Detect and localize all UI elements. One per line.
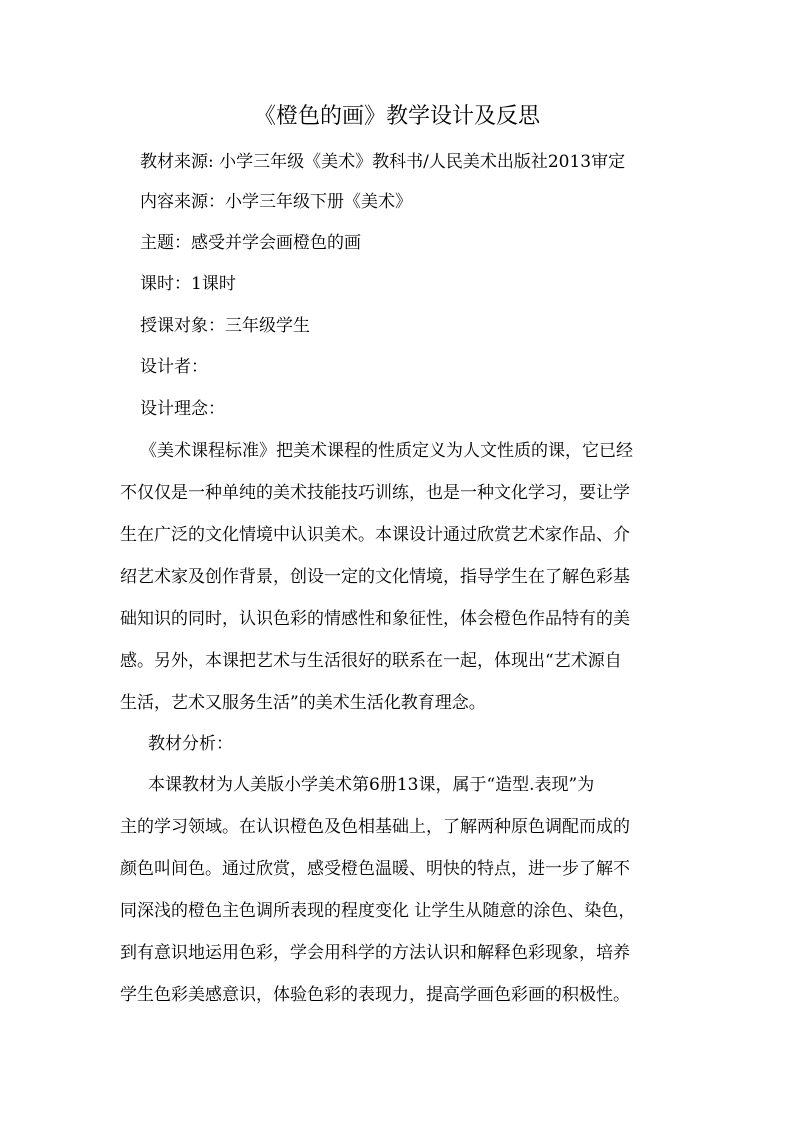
textbook-analysis-line: 本课教材为人美版小学美术第6册13课，属于“造型.表现”为 xyxy=(148,775,595,795)
design-concept-line: 础知识的同时，认识色彩的情感性和象征性，体会橙色作品特有的美 xyxy=(120,609,630,629)
textbook-analysis-line: 同深浅的橙色主色调所表现的程度变化 让学生从随意的涂色、染色， xyxy=(120,901,636,921)
design-concept-line: 感。另外，本课把艺术与生活很好的联系在一起，体现出“艺术源自 xyxy=(120,651,622,671)
textbook-analysis-line: 学生色彩美感意识，体验色彩的表现力，提高学画色彩画的积极性。 xyxy=(120,985,630,1005)
textbook-analysis-line: 颜色叫间色。通过欣赏，感受橙色温暖、明快的特点，进一步了解不 xyxy=(120,859,630,879)
meta-source: 教材来源: 小学三年级《美术》教科书/人民美术出版社2013审定 xyxy=(140,152,626,172)
document-title: 《橙色的画》教学设计及反思 xyxy=(253,104,540,129)
meta-class-hours: 课时：1课时 xyxy=(140,274,236,294)
design-concept-line: 不仅仅是一种单纯的美术技能技巧训练，也是一种文化学习，要让学 xyxy=(120,483,630,503)
meta-designer: 设计者： xyxy=(140,357,208,377)
textbook-analysis-line: 到有意识地运用色彩，学会用科学的方法认识和解释色彩现象，培养 xyxy=(120,943,630,963)
meta-theme: 主题：感受并学会画橙色的画 xyxy=(140,233,361,253)
meta-design-concept-heading: 设计理念： xyxy=(140,399,225,419)
textbook-analysis-line: 主的学习领域。在认识橙色及色相基础上，了解两种原色调配而成的 xyxy=(120,817,630,837)
design-concept-line: 绍艺术家及创作背景，创设一定的文化情境，指导学生在了解色彩基 xyxy=(120,567,630,587)
meta-audience: 授课对象：三年级学生 xyxy=(140,316,310,336)
textbook-analysis-heading: 教材分析： xyxy=(148,734,233,754)
design-concept-line: 生在广泛的文化情境中认识美术。本课设计通过欣赏艺术家作品、介 xyxy=(120,525,630,545)
meta-content-source: 内容来源：小学三年级下册《美术》 xyxy=(140,192,412,212)
design-concept-line: 《美术课程标准》把美术课程的性质定义为人文性质的课，它已经 xyxy=(140,441,633,461)
design-concept-line: 生活，艺术又服务生活”的美术生活化教育理念。 xyxy=(120,693,486,713)
